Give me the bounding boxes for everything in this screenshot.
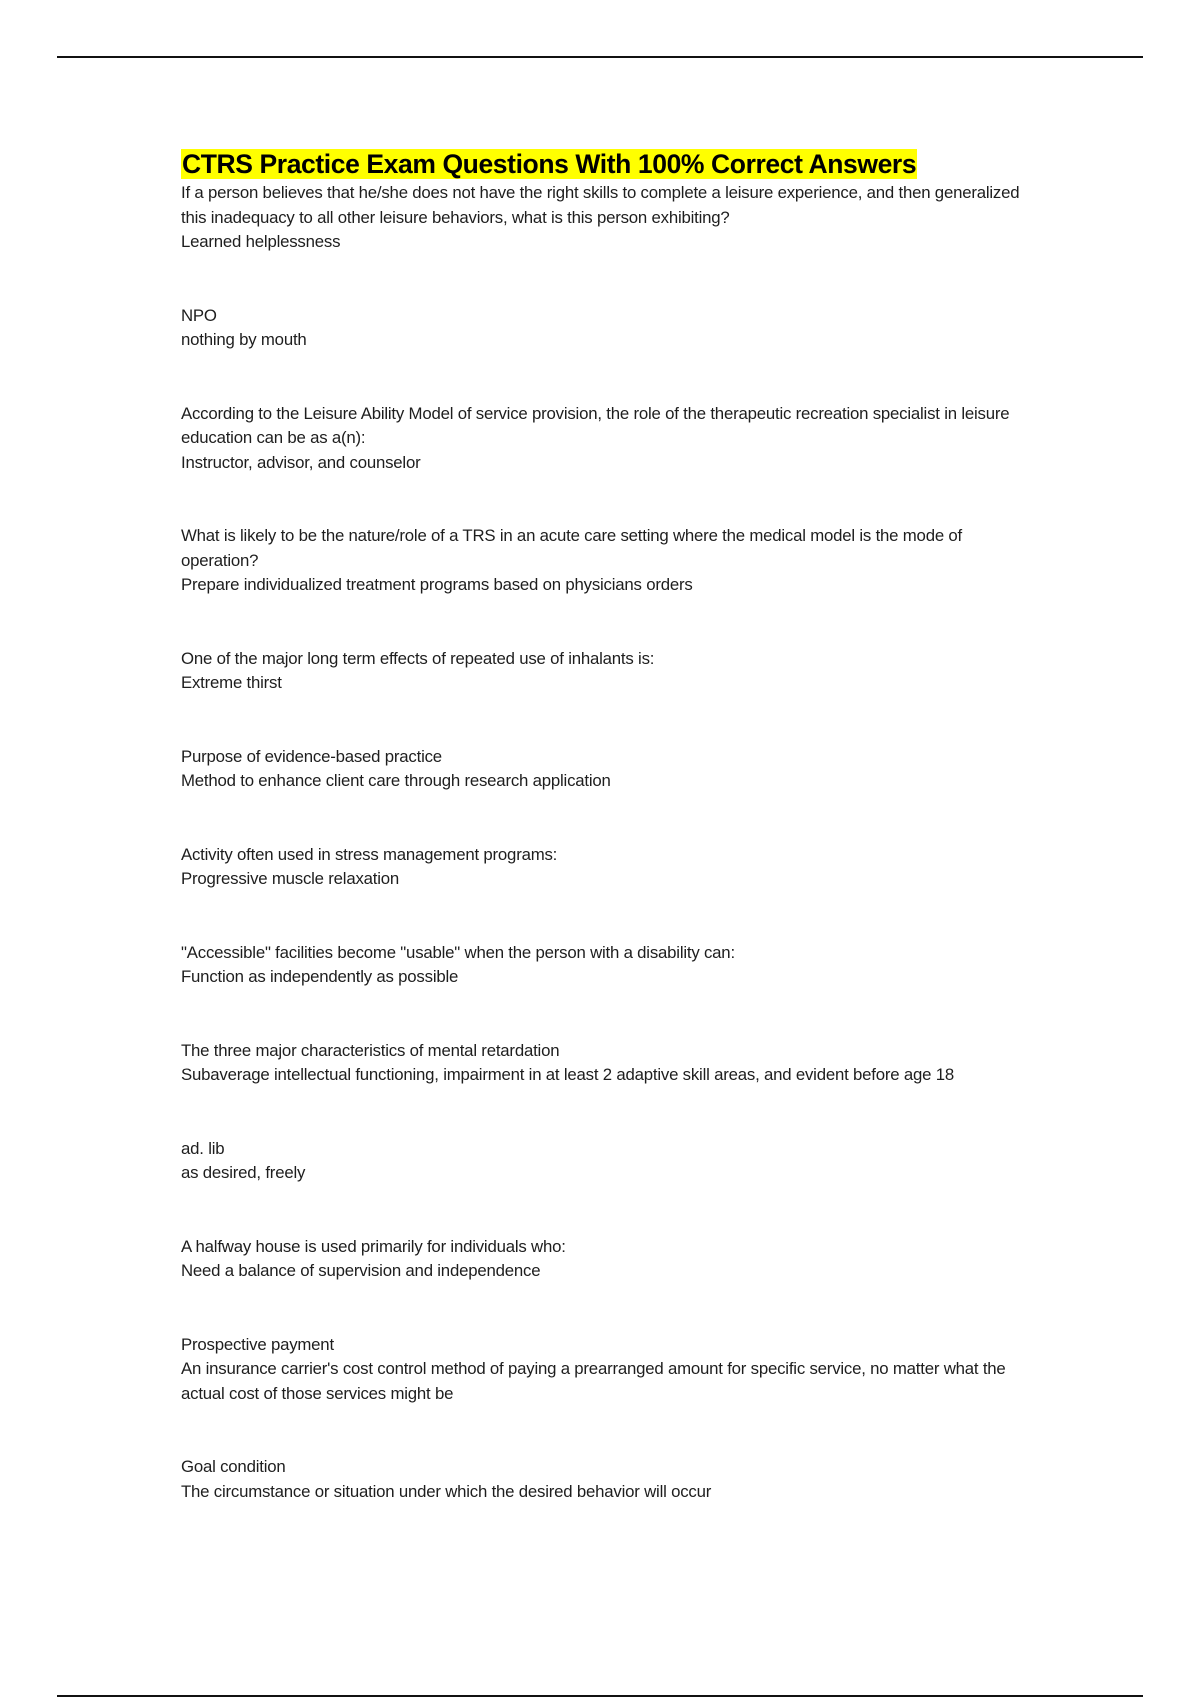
- answer-text: Method to enhance client care through research application: [181, 771, 611, 790]
- question-text: Goal condition: [181, 1457, 286, 1476]
- answer-text: Progressive muscle relaxation: [181, 869, 400, 888]
- qa-item: [181, 745, 1021, 794]
- question-text: NPO: [181, 305, 217, 325]
- question-text: Prospective payment: [181, 1334, 334, 1354]
- answer-text: Learned helplessness: [181, 232, 341, 251]
- answer-text: Need a balance of supervision and independence: [181, 1261, 541, 1280]
- answer-text: nothing by mouth: [181, 330, 307, 349]
- qa-item: [181, 647, 1021, 696]
- answer-text: as desired, freely: [181, 1163, 306, 1182]
- qa-list: [181, 181, 1021, 1504]
- answer-text: Function as independently as possible: [181, 967, 459, 986]
- answer-text: Instructor, advisor, and counselor: [181, 452, 421, 472]
- question-text: What is likely to be the nature/role of a TRS in an acute care setting where the medical model is the mode of operation?: [181, 526, 963, 570]
- qa-item: [181, 1455, 1021, 1504]
- qa-item: [181, 1235, 1021, 1284]
- page-top-rule: [57, 56, 1143, 58]
- document-title: CTRS Practice Exam Questions With 100% Correct Answers: [182, 149, 917, 179]
- qa-item: [181, 1333, 1021, 1407]
- answer-text: Extreme thirst: [181, 673, 282, 692]
- question-text: If a person believes that he/she does not have the right skills to complete a leisure experience, and then generalized this inadequacy to all other leisure behaviors, what is this person exhibiting?: [181, 183, 1020, 227]
- answer-text: Subaverage intellectual functioning, impairment in at least 2 adaptive skill areas, and evident before age 18: [181, 1065, 955, 1084]
- answer-text: Prepare individualized treatment programs based on physicians orders: [181, 575, 693, 594]
- page-bottom-rule: [57, 1695, 1143, 1697]
- qa-item: [181, 402, 1021, 476]
- document-body: [181, 147, 1021, 1553]
- qa-item: [181, 941, 1021, 990]
- question-text: ad. lib: [181, 1138, 225, 1158]
- title-wrapper: [181, 147, 1021, 181]
- qa-item: [181, 304, 1021, 353]
- qa-item: [181, 1137, 1021, 1186]
- question-text: The three major characteristics of mental retardation: [181, 1040, 560, 1060]
- answer-text: An insurance carrier's cost control method of paying a prearranged amount for specific service, no matter what the actual cost of those services might be: [181, 1359, 1006, 1403]
- answer-text: The circumstance or situation under which the desired behavior will occur: [181, 1481, 712, 1501]
- qa-item: [181, 843, 1021, 892]
- qa-item: [181, 1039, 1021, 1088]
- qa-item: [181, 181, 1021, 255]
- qa-item: [181, 524, 1021, 598]
- question-text: According to the Leisure Ability Model of service provision, the role of the therapeutic recreation specialist in leisure education can be as a(n):: [181, 403, 1010, 447]
- question-text: Activity often used in stress management programs:: [181, 844, 558, 864]
- question-text: A halfway house is used primarily for individuals who:: [181, 1236, 566, 1256]
- question-text: One of the major long term effects of repeated use of inhalants is:: [181, 648, 655, 668]
- question-text: Purpose of evidence-based practice: [181, 746, 442, 766]
- question-text: "Accessible" facilities become "usable" when the person with a disability can:: [181, 942, 735, 962]
